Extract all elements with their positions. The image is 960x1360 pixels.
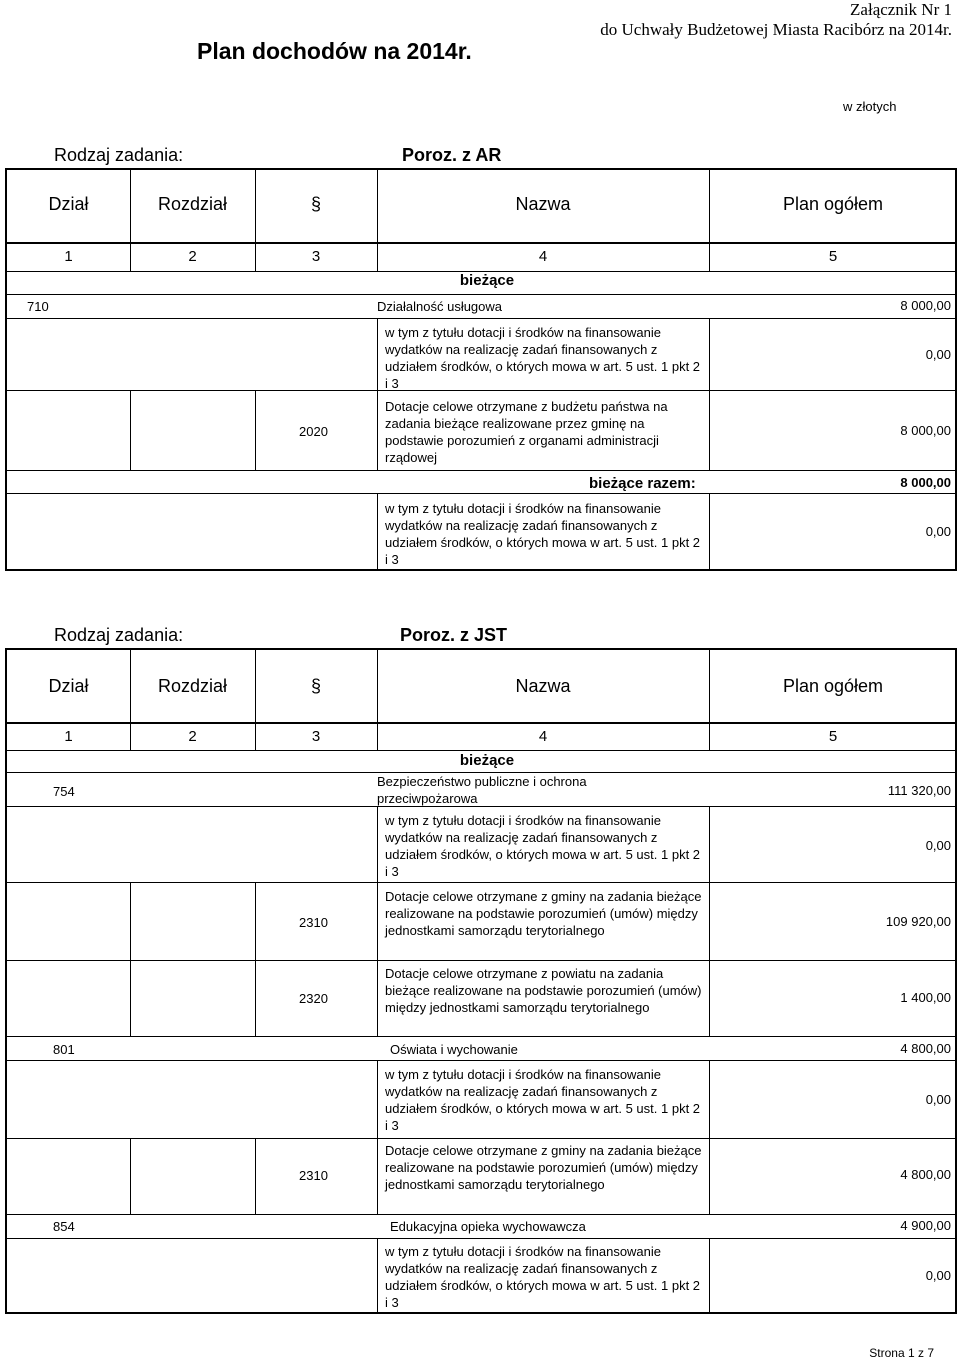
rozdzial-amount: 4 800,00	[900, 1167, 951, 1182]
dzial-name: Działalność usługowa	[377, 299, 503, 314]
col-number-2: 2	[188, 248, 197, 265]
col-nazwa-header: Nazwa	[515, 194, 571, 214]
rozdzial-name: Dotacje celowe otrzymane z gminy na zadania bieżące realizowane na podstawie porozumień (umów) między jednostkami samorządu terytorialnego	[385, 889, 702, 938]
dzial-name: Edukacyjna opieka wychowawcza	[390, 1219, 586, 1234]
biezace-label: bieżące	[459, 272, 515, 289]
revenue-table-ar	[5, 168, 957, 571]
col-number-1: 1	[64, 728, 73, 745]
dzial-name: Oświata i wychowanie	[390, 1042, 518, 1057]
w-tym-amount: 0,00	[925, 1268, 951, 1283]
rozdzial-code: 2310	[299, 1168, 328, 1183]
col-rozdzial-header: Rozdział	[157, 676, 228, 696]
dzial-amount: 111 320,00	[887, 783, 951, 798]
w-tym-amount: 0,00	[925, 838, 951, 853]
col-number-2: 2	[188, 728, 197, 745]
col-number-3: 3	[311, 728, 321, 745]
rodzaj-zadania-value: Poroz. z JST	[400, 625, 508, 645]
page-number: Strona 1 z 7	[869, 1346, 934, 1360]
col-number-1: 1	[64, 248, 73, 265]
rodzaj-zadania-label: Rodzaj zadania:	[54, 625, 184, 645]
col-plan-header: Plan ogółem	[782, 194, 884, 214]
dzial-code: 801	[53, 1042, 75, 1057]
col-rozdzial-header: Rozdział	[157, 194, 228, 214]
w-tym-description: w tym z tytułu dotacji i środków na finansowanie wydatków na realizację zadań finansowanych z udziałem środków, o których mowa w art. 5 ust. 1 pkt 2 i 3	[385, 325, 701, 391]
revenue-table-jst	[5, 648, 957, 1314]
biezace-razem-amount: 8 000,00	[900, 475, 951, 490]
col-number-4: 4	[538, 728, 548, 745]
rozdzial-amount: 1 400,00	[900, 990, 951, 1005]
rozdzial-code: 2310	[299, 915, 328, 930]
dzial-name: Bezpieczeństwo publiczne i ochrona przeciwpożarowa	[377, 774, 587, 806]
col-number-5: 5	[828, 248, 838, 265]
w-tym-description: w tym z tytułu dotacji i środków na finansowanie wydatków na realizację zadań finansowanych z udziałem środków, o których mowa w art. 5 ust. 1 pkt 2 i 3	[385, 813, 701, 879]
col-dzial-header: Dział	[48, 194, 89, 214]
biezace-razem-label: bieżące razem:	[589, 475, 696, 492]
rozdzial-amount: 8 000,00	[900, 423, 951, 438]
rozdzial-name: Dotacje celowe otrzymane z budżetu państwa na zadania bieżące realizowane przez gminę na podstawie porozumień z organami administracji rządowej	[385, 399, 668, 465]
rodzaj-zadania-value: Poroz. z AR	[402, 145, 502, 165]
w-tym-amount: 0,00	[925, 1092, 951, 1107]
razem-w-tym-description: w tym z tytułu dotacji i środków na finansowanie wydatków na realizację zadań finansowanych z udziałem środków, o których mowa w art. 5 ust. 1 pkt 2 i 3	[385, 501, 701, 567]
page-title: Plan dochodów na 2014r.	[197, 38, 472, 64]
biezace-label: bieżące	[459, 752, 515, 769]
col-number-5: 5	[828, 728, 838, 745]
rodzaj-zadania-label: Rodzaj zadania:	[54, 145, 184, 165]
rozdzial-name: Dotacje celowe otrzymane z gminy na zadania bieżące realizowane na podstawie porozumień (umów) między jednostkami samorządu terytorialnego	[385, 1143, 702, 1192]
dzial-amount: 4 900,00	[900, 1218, 951, 1233]
w-tym-amount: 0,00	[925, 347, 951, 362]
dzial-amount: 8 000,00	[900, 298, 951, 313]
attachment-resolution: do Uchwały Budżetowej Miasta Racibórz na 2014r.	[600, 20, 952, 39]
dzial-code: 754	[53, 784, 75, 799]
rozdzial-code: 2320	[299, 991, 328, 1006]
col-number-4: 4	[538, 248, 548, 265]
col-nazwa-header: Nazwa	[515, 676, 571, 696]
units-label: w złotych	[843, 99, 897, 114]
col-paragraf-header: §	[310, 676, 321, 696]
rozdzial-amount: 109 920,00	[885, 914, 951, 929]
razem-w-tym-amount: 0,00	[925, 524, 951, 539]
w-tym-description: w tym z tytułu dotacji i środków na finansowanie wydatków na realizację zadań finansowanych z udziałem środków, o których mowa w art. 5 ust. 1 pkt 2 i 3	[385, 1067, 701, 1133]
dzial-code: 854	[53, 1219, 75, 1234]
col-paragraf-header: §	[310, 194, 321, 214]
attachment-number: Załącznik Nr 1	[850, 0, 952, 19]
dzial-code: 710	[27, 299, 49, 314]
col-plan-header: Plan ogółem	[782, 676, 884, 696]
col-dzial-header: Dział	[48, 676, 89, 696]
rozdzial-code: 2020	[299, 424, 328, 439]
rozdzial-name: Dotacje celowe otrzymane z powiatu na zadania bieżące realizowane na podstawie porozumień (umów) między jednostkami samorządu terytorialnego	[385, 966, 702, 1015]
w-tym-description: w tym z tytułu dotacji i środków na finansowanie wydatków na realizację zadań finansowanych z udziałem środków, o których mowa w art. 5 ust. 1 pkt 2 i 3	[385, 1244, 701, 1310]
dzial-amount: 4 800,00	[900, 1041, 951, 1056]
col-number-3: 3	[311, 248, 321, 265]
